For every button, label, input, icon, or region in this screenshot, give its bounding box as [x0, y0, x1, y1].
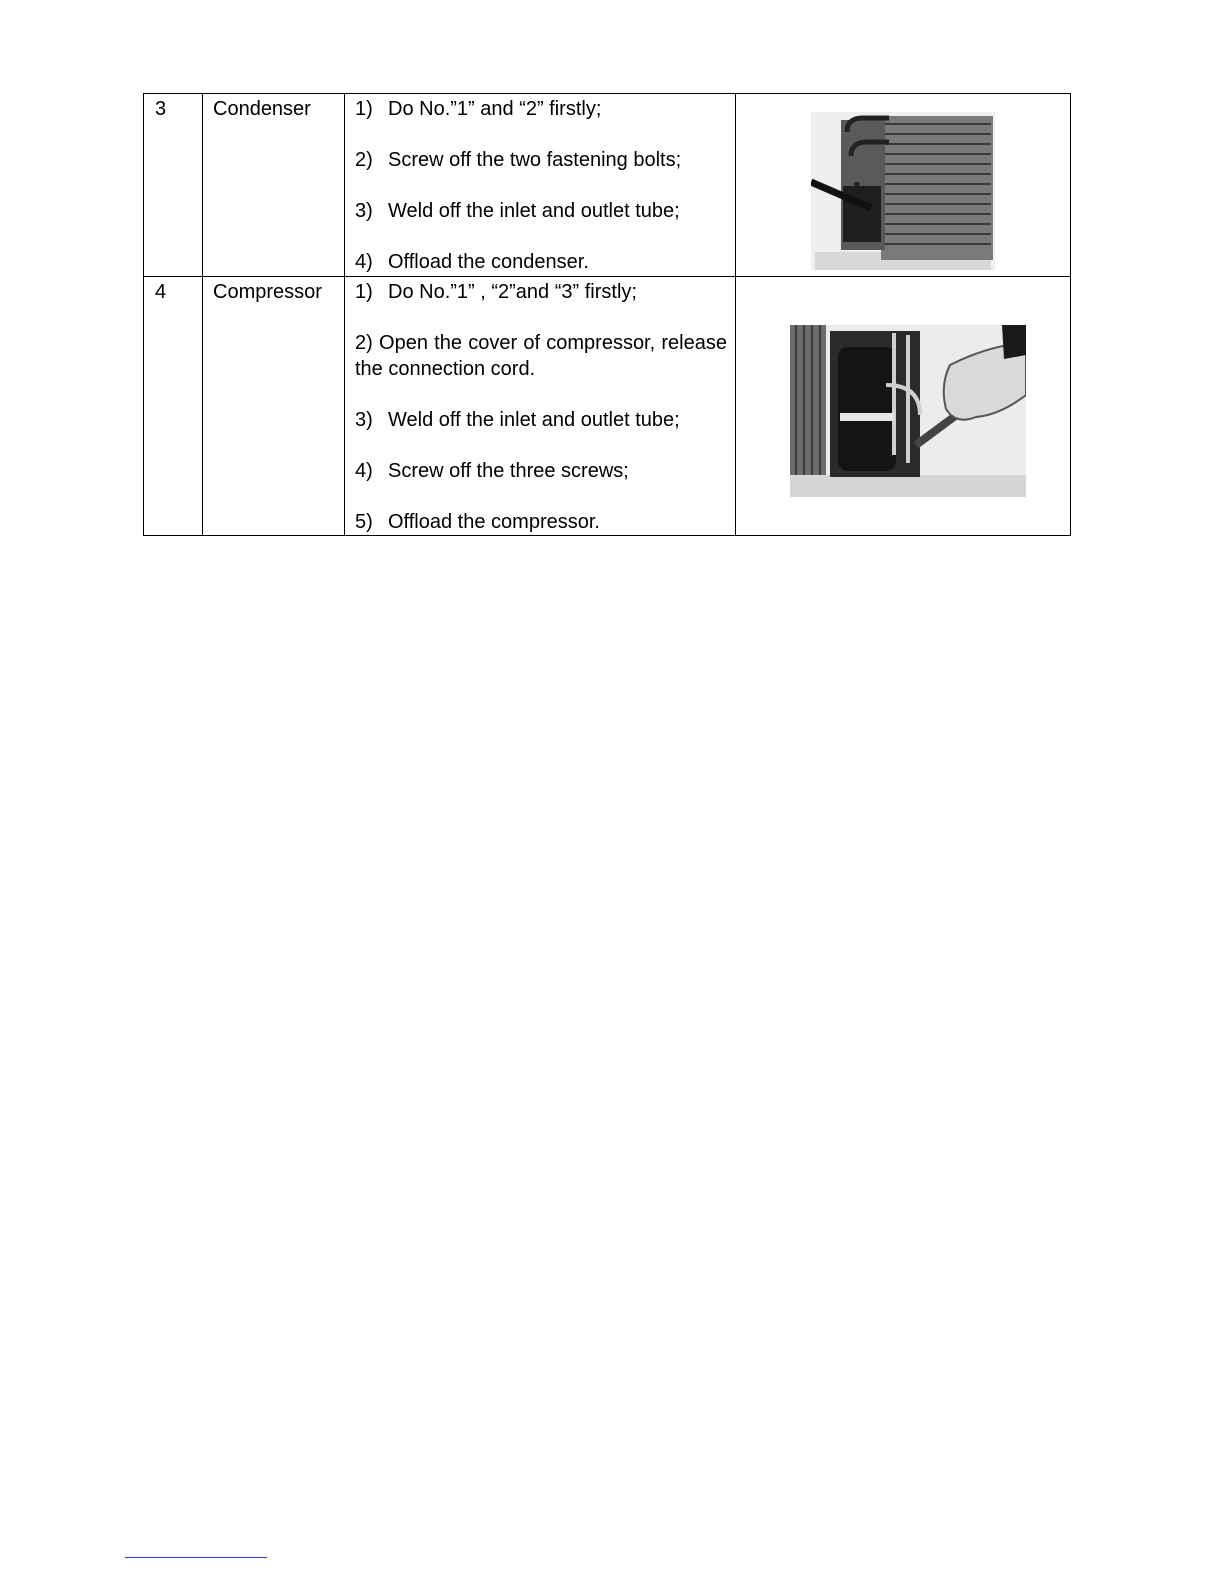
step-number: 4 [144, 277, 203, 536]
photo-cell [736, 94, 1071, 277]
photo-cell [736, 277, 1071, 536]
step-item: 4) Offload the condenser. [355, 251, 589, 273]
step-item: 1) Do No.”1” and “2” firstly; [355, 98, 602, 120]
step-item: 2) Open the cover of compressor, release the connection cord. [355, 332, 727, 380]
step-item: 1) Do No.”1” , “2”and “3” firstly; [355, 281, 637, 303]
step-item: 5) Offload the compressor. [355, 511, 600, 533]
step-number: 3 [144, 94, 203, 277]
disassembly-table [143, 93, 1071, 536]
step-list [345, 94, 736, 277]
step-item: 2) Screw off the two fastening bolts; [355, 149, 682, 171]
component-name: Condenser [203, 94, 345, 277]
component-name: Compressor [203, 277, 345, 536]
table-row-compressor [144, 277, 1071, 536]
step-list [345, 277, 736, 536]
step-item: 3) Weld off the inlet and outlet tube; [355, 409, 680, 431]
step-item: 3) Weld off the inlet and outlet tube; [355, 200, 680, 222]
footnote-separator [125, 1557, 267, 1558]
table-row-condenser [144, 94, 1071, 277]
step-item: 4) Screw off the three screws; [355, 460, 629, 482]
condenser-photo [811, 112, 995, 270]
compressor-photo [790, 325, 1026, 497]
